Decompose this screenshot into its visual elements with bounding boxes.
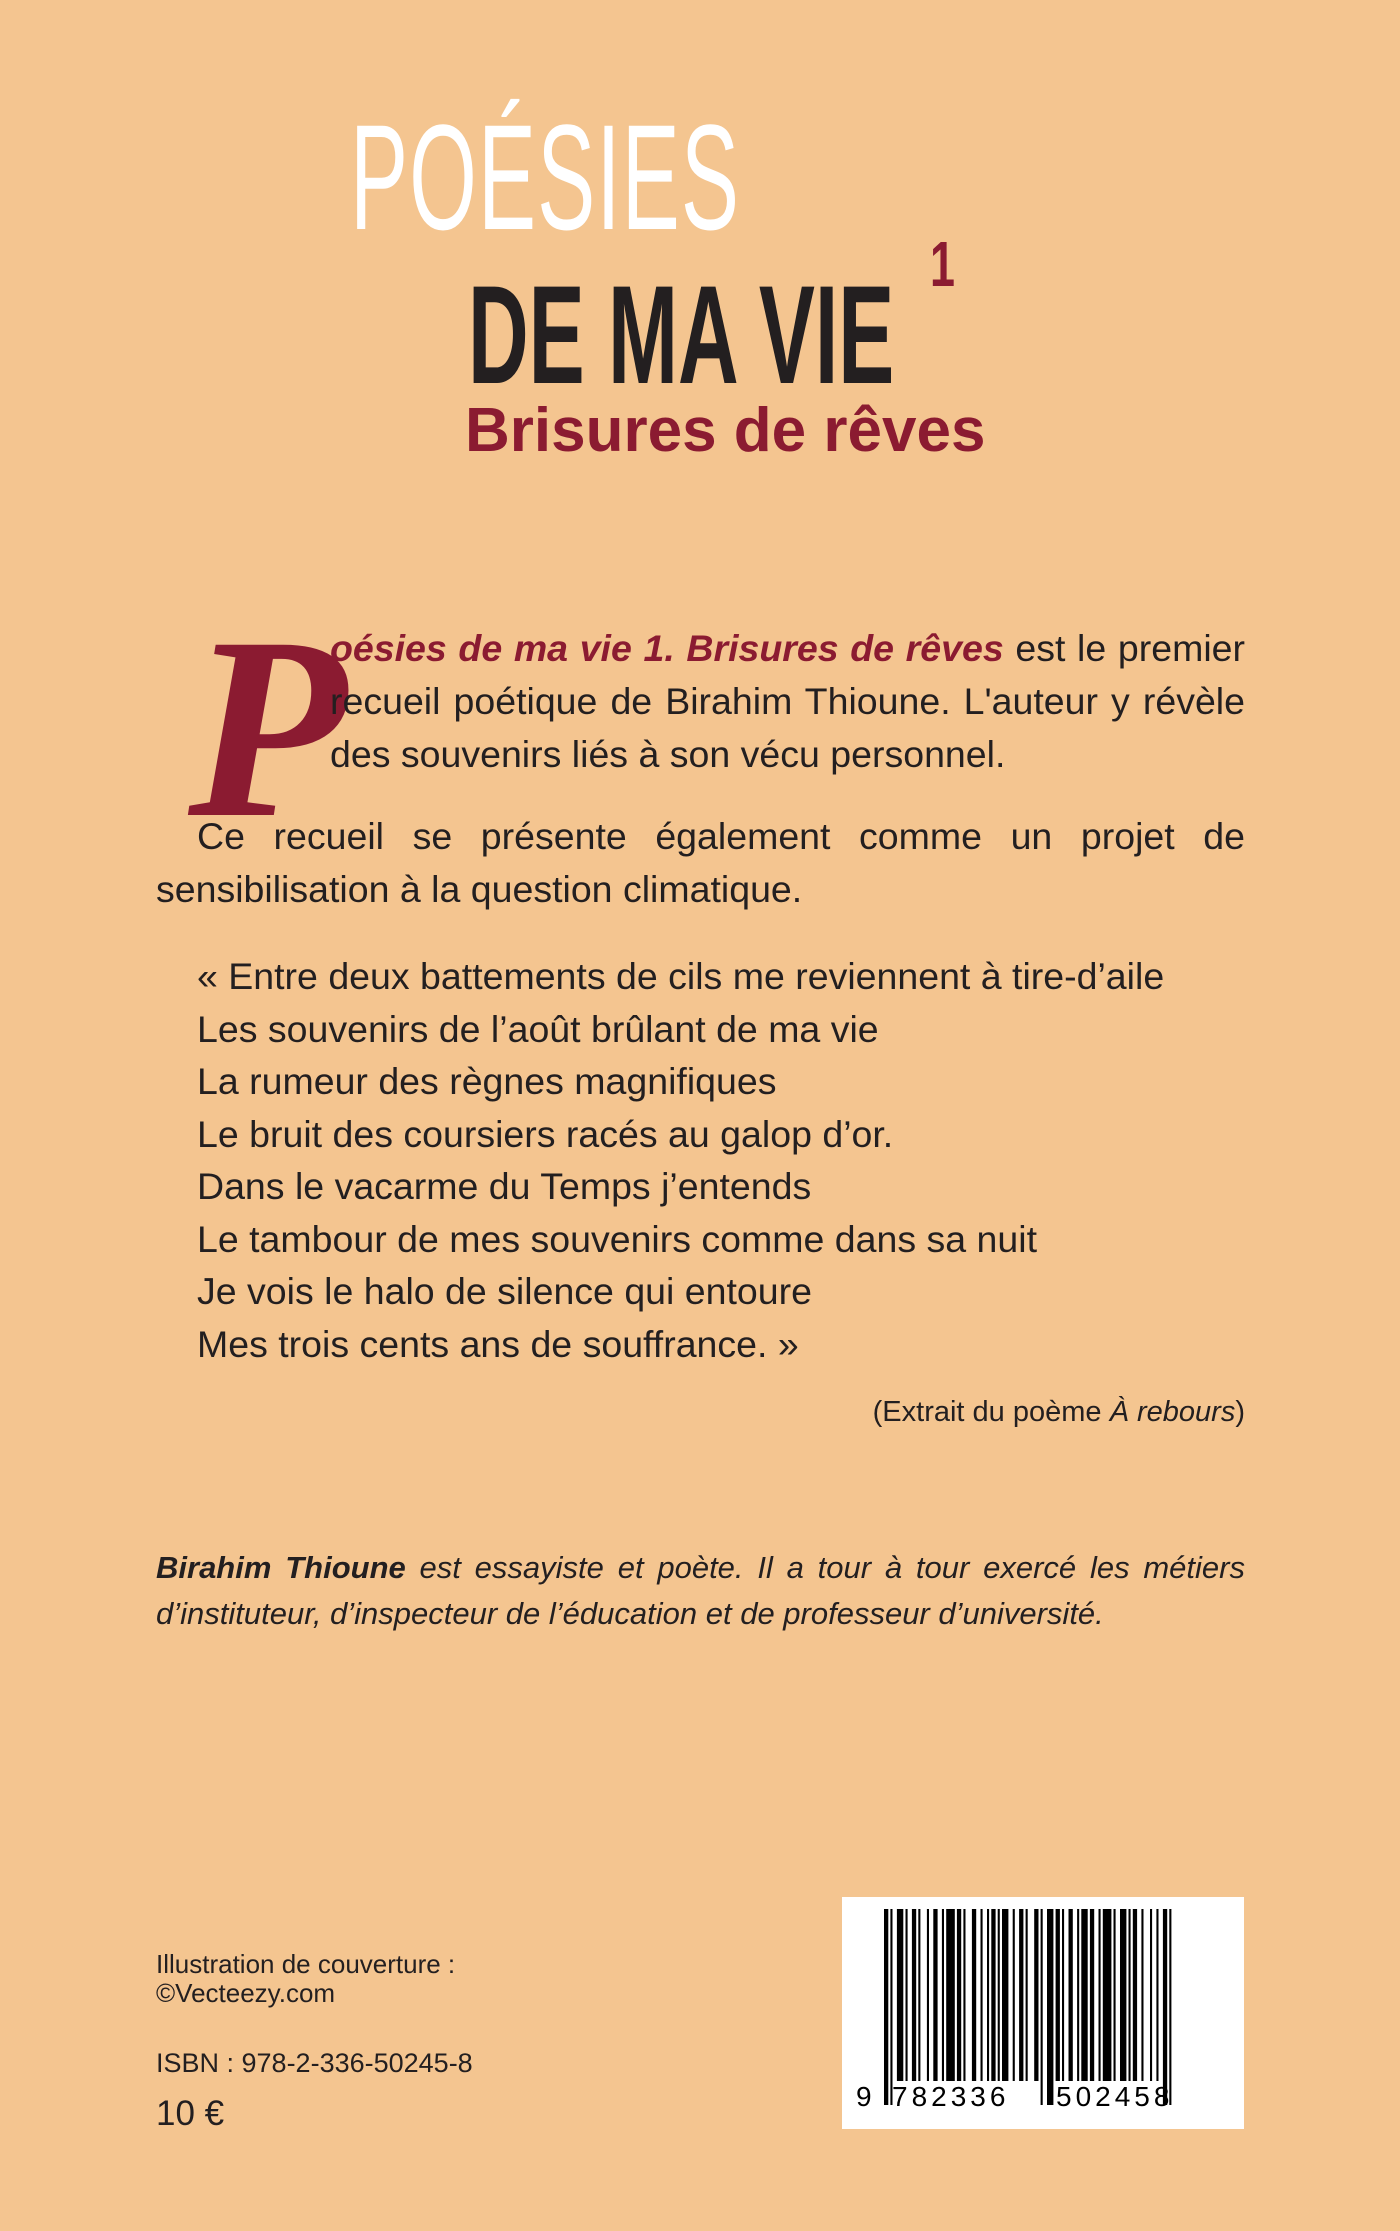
drop-cap: P [188, 584, 347, 872]
barcode-bar [1150, 1909, 1152, 2081]
barcode-bar [1069, 1909, 1073, 2081]
title-volume-number: 1 [930, 228, 955, 300]
poem-line: Je vois le halo de silence qui entoure [197, 1270, 812, 1312]
barcode-bar [884, 1909, 888, 2105]
barcode-bar [1133, 1909, 1137, 2081]
title-line-1: POÉSIES [350, 93, 741, 261]
summary-line-1 [330, 622, 1245, 675]
bio-line-2: d’instituteur, d’inspecteur de l’éducation et de professeur d’université. [156, 1596, 1104, 1631]
barcode-bar [1047, 1909, 1053, 2105]
barcode-bar [1141, 1909, 1143, 2081]
bio-line-1 [156, 1545, 1245, 1591]
barcode-bar [912, 1909, 916, 2081]
barcode-bar [1013, 1909, 1015, 2081]
barcode-bar [942, 1909, 944, 2081]
poem-credit-prefix: (Extrait du poème [872, 1396, 1110, 1428]
poem-credit [873, 1398, 1245, 1427]
barcode-bar [1034, 1909, 1038, 2081]
summary-line-3: des souvenirs liés à son vécu personnel. [330, 733, 1006, 775]
isbn: ISBN : 978-2-336-50245-8 [156, 2048, 473, 2078]
illustration-source: ©Vecteezy.com [156, 1978, 336, 2008]
title-line-2: DE MA VIE [468, 256, 895, 413]
barcode-digit-first: 9 [856, 2081, 872, 2112]
summary-line-2: recueil poétique de Birahim Thioune. L'auteur y révèle [330, 680, 1245, 722]
barcode-bar [1062, 1909, 1064, 2081]
barcode-bar [906, 1909, 908, 2081]
barcode-bar [1103, 1909, 1112, 2081]
barcode-bar [1041, 1909, 1043, 2105]
barcode-bar [991, 1909, 995, 2081]
poem-line: Le bruit des coursiers racés au galop d’or. [197, 1112, 894, 1155]
poem-credit-title: À rebours [1109, 1396, 1236, 1428]
bio-line-1-rest: est essayiste et poète. Il a tour à tour exercé les métiers [405, 1550, 1245, 1585]
barcode-bar [1002, 1909, 1008, 2081]
barcode-digits-right: 502458 [1056, 2081, 1174, 2112]
barcode-bar [890, 1909, 892, 2105]
barcode [842, 1897, 1244, 2129]
barcode-bar [946, 1909, 955, 2081]
barcode-bar [1077, 1909, 1079, 2081]
poem-line: Dans le vacarme du Temps j’entends [197, 1165, 812, 1207]
barcode-bar [933, 1909, 937, 2081]
poem-line: Mes trois cents ans de souffrance. » [197, 1322, 799, 1365]
author-bio [156, 1545, 1245, 1637]
book-title-highlight: oésies de ma vie 1. Brisures de rêves [330, 627, 1004, 669]
barcode-graphic [842, 1897, 1244, 2129]
barcode-bar [927, 1909, 929, 2081]
barcode-bar [963, 1909, 965, 2081]
barcode-bar [1169, 1909, 1171, 2105]
barcode-bar [1114, 1909, 1116, 2081]
barcode-bar [972, 1909, 976, 2081]
barcode-bar [1081, 1909, 1087, 2081]
climate-line-1: Ce recueil se présente également comme un projet de [197, 815, 1245, 857]
author-name: Birahim Thioune [156, 1550, 406, 1585]
barcode-bar [1099, 1909, 1101, 2081]
poem-line: Le tambour de mes souvenirs comme dans sa nuit [197, 1217, 1037, 1260]
summary-paragraph [330, 622, 1245, 781]
poem-line: « Entre deux battements de cils me reviennent à tire-d’aile [197, 955, 1165, 997]
barcode-bar [1026, 1909, 1028, 2081]
subtitle: Brisures de rêves [465, 396, 986, 465]
barcode-digits-left: 782336 [892, 2081, 1010, 2112]
poem-credit-suffix: ) [1235, 1396, 1245, 1428]
climate-line-2: sensibilisation à la question climatique. [156, 868, 803, 910]
barcode-bar [987, 1909, 989, 2081]
barcode-bar [1163, 1909, 1167, 2105]
barcode-bar [998, 1909, 1000, 2081]
barcode-bar [957, 1909, 961, 2081]
poem-line: Les souvenirs de l’août brûlant de ma vie [197, 1007, 879, 1050]
illustration-credit [156, 1950, 455, 2008]
barcode-bar [1019, 1909, 1023, 2081]
poem-line: La rumeur des règnes magnifiques [197, 1060, 777, 1102]
barcode-bar [1129, 1909, 1131, 2081]
climate-paragraph [156, 810, 1245, 916]
price: 10 € [156, 2094, 225, 2133]
barcode-bar [981, 1909, 983, 2081]
barcode-bar [1120, 1909, 1126, 2081]
illustration-label: Illustration de couverture : [156, 1949, 456, 1979]
summary-line-1-rest: est le premier [1003, 627, 1245, 669]
barcode-bar [1156, 1909, 1158, 2081]
barcode-bar [1090, 1909, 1094, 2081]
barcode-bar [918, 1909, 920, 2081]
barcode-bar [897, 1909, 903, 2081]
poem-excerpt [197, 950, 1164, 1370]
barcode-bar [1056, 1909, 1060, 2081]
